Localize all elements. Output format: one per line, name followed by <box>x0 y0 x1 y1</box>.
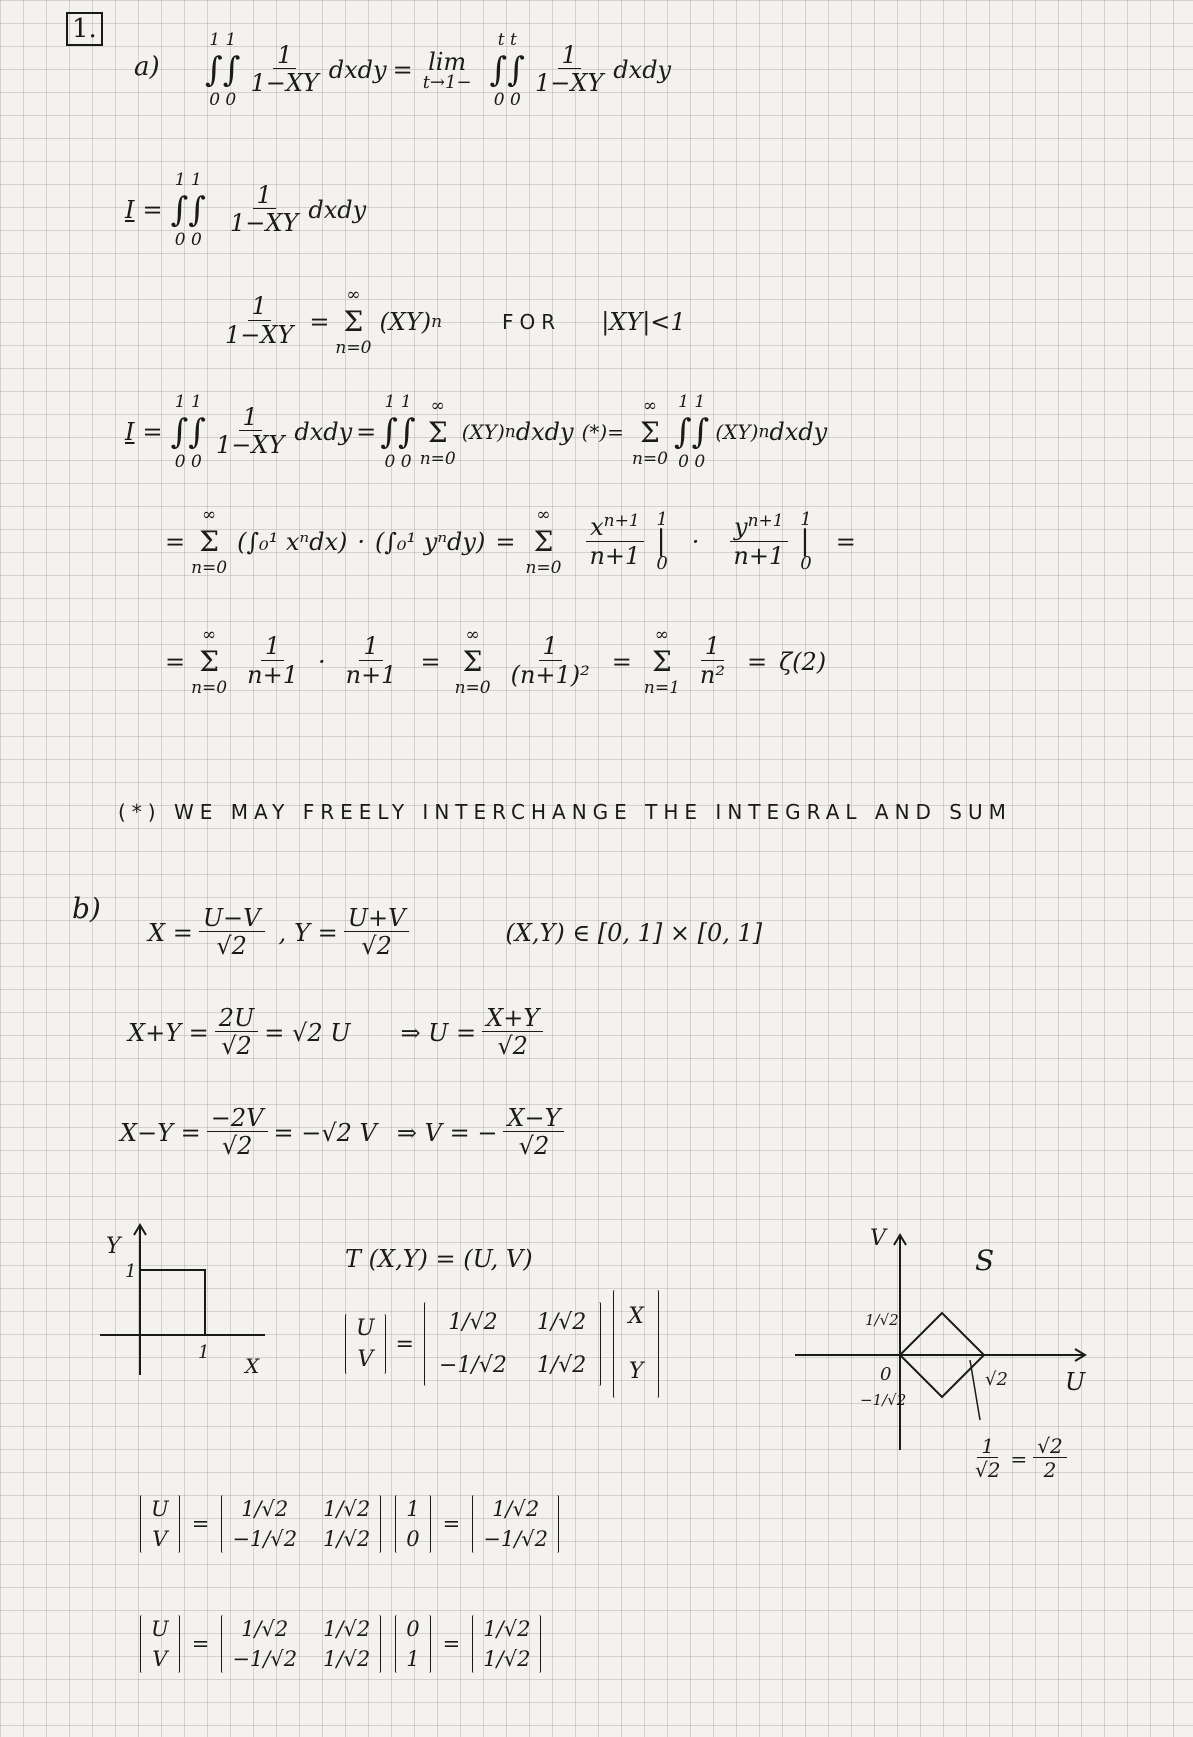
dxdy: dxdy <box>294 418 353 446</box>
sigma: Σ <box>533 525 554 558</box>
rotated-square-graph <box>780 1225 1110 1465</box>
double-integral <box>171 170 206 250</box>
x-base: x <box>590 513 604 542</box>
fraction <box>215 1005 259 1061</box>
fraction <box>243 633 302 689</box>
y-base: y <box>734 513 748 542</box>
fraction-num <box>730 512 788 541</box>
integral-sign: ∫∫ <box>170 412 207 452</box>
rotation-matrix <box>221 1615 381 1673</box>
part-a-line6 <box>165 625 826 698</box>
uv-vector <box>140 1495 180 1553</box>
matrix-calc-1 <box>140 1495 559 1553</box>
fraction-den: √2 <box>216 932 247 961</box>
eval-upper: 1 <box>800 509 812 531</box>
sum-top: ∞ <box>202 505 217 525</box>
condition: |XY|<1 <box>601 307 686 336</box>
fraction-den: √2 <box>518 1132 550 1161</box>
integral-lower-bounds: 0 0 <box>174 230 202 250</box>
part-a-line5 <box>165 505 856 578</box>
r1: −1/√2 <box>483 1527 549 1551</box>
term: (XY) <box>461 420 505 444</box>
unit-square-graph <box>90 1215 280 1385</box>
diff-lhs: X−Y = <box>120 1119 201 1148</box>
exponent: n <box>431 311 443 332</box>
v1: 1 <box>406 1647 420 1671</box>
basis-vector <box>395 1495 430 1553</box>
fraction-den: 1−XY <box>534 69 604 98</box>
fraction <box>221 293 297 349</box>
star-equals: (*)= <box>581 420 624 444</box>
implies: ⇒ U = <box>400 1019 477 1048</box>
sum-top: ∞ <box>536 505 551 525</box>
equals: = <box>356 418 377 446</box>
equals: = <box>1010 1446 1028 1471</box>
equals: = <box>835 527 856 556</box>
sum-top: ∞ <box>642 395 658 416</box>
integral-x: (∫₀¹ xⁿdx) <box>237 527 348 556</box>
rotation-matrix <box>221 1495 381 1553</box>
m11: 1/√2 <box>323 1647 371 1671</box>
matrix-calc-2 <box>140 1615 541 1673</box>
bar: | <box>800 524 810 558</box>
equals: = <box>142 418 163 446</box>
problem-number: 1. <box>66 12 103 46</box>
r0: 1/√2 <box>492 1497 540 1521</box>
double-integral <box>205 30 240 110</box>
v0: 0 <box>406 1617 420 1641</box>
r0: 1/√2 <box>483 1617 531 1641</box>
fraction-num: 1 <box>539 633 562 660</box>
sigma: Σ <box>640 415 660 449</box>
sum-top: ∞ <box>465 625 480 645</box>
m11: 1/√2 <box>323 1527 371 1551</box>
fraction-num: 1 <box>261 633 284 660</box>
y-exp: n+1 <box>747 511 784 532</box>
I-symbol: I <box>125 196 135 224</box>
u-tick: √2 <box>985 1369 1008 1390</box>
fraction-den: 1−XY <box>216 431 285 460</box>
fraction-num: 1 <box>273 42 296 69</box>
sum-top: ∞ <box>430 395 445 416</box>
equals: = <box>191 1632 210 1656</box>
vec-u: U <box>151 1617 169 1641</box>
double-integral-2 <box>380 392 415 472</box>
fraction-den: n+1 <box>247 660 298 689</box>
eval-bar <box>656 509 667 573</box>
vec-y: Y <box>628 1359 644 1384</box>
part-a-line3 <box>215 285 686 358</box>
part-a-line2 <box>125 170 366 250</box>
vec-u: U <box>151 1497 169 1521</box>
fraction-num: 1 <box>558 42 581 69</box>
x-exp: n+1 <box>603 511 640 532</box>
fraction-den: √2 <box>975 1458 1001 1482</box>
fraction-den: (n+1)² <box>510 660 590 689</box>
v1: 0 <box>406 1527 420 1551</box>
vec-v: V <box>152 1647 168 1671</box>
sum-bottom: n=0 <box>631 448 668 469</box>
sigma: Σ <box>462 645 483 678</box>
m00: 1/√2 <box>448 1310 498 1335</box>
v0: 1 <box>406 1497 420 1521</box>
part-a-line4 <box>125 392 827 472</box>
rotation-matrix <box>424 1302 601 1386</box>
xy-vector <box>613 1290 659 1398</box>
fraction-num: X−Y <box>503 1105 564 1132</box>
eval-lower: 0 <box>800 552 812 574</box>
I-symbol: I <box>125 418 135 446</box>
sum <box>632 396 668 469</box>
result-vector <box>472 1615 541 1673</box>
dot: · <box>317 647 326 676</box>
equals: = <box>442 1512 461 1536</box>
fraction <box>971 1435 1004 1482</box>
sum-bottom: n=0 <box>525 558 562 578</box>
sum-top: ∞ <box>346 285 361 305</box>
sum <box>335 285 371 358</box>
equals: = <box>495 527 516 556</box>
fraction-num: 1 <box>253 182 276 209</box>
sum-bottom: n=0 <box>419 448 456 469</box>
for-word: FOR <box>502 309 562 334</box>
r1: 1/√2 <box>483 1647 531 1671</box>
integral-sign: ∫∫ <box>673 412 710 452</box>
x-def: X = <box>148 919 193 948</box>
equals: = <box>442 1632 461 1656</box>
zeta: ζ(2) <box>779 647 827 676</box>
dot: · <box>357 527 366 556</box>
m01: 1/√2 <box>323 1497 371 1521</box>
sqrt-identity-note <box>965 1435 1073 1482</box>
basis-vector <box>395 1615 430 1673</box>
equals: = <box>309 307 330 336</box>
integral-lower-bounds: 0 0 <box>174 452 202 472</box>
implies: ⇒ V = − <box>396 1119 498 1148</box>
equals: = <box>191 1512 210 1536</box>
fraction <box>696 633 729 689</box>
eval-upper: 1 <box>656 509 668 531</box>
sigma: Σ <box>427 415 448 449</box>
fraction-den: √2 <box>221 1132 253 1161</box>
fraction <box>226 182 302 238</box>
fraction <box>507 633 594 689</box>
unit-square <box>140 1270 205 1335</box>
fraction-den: n+1 <box>589 541 641 570</box>
fraction-num: √2 <box>1033 1435 1066 1458</box>
S-label: S <box>975 1244 995 1277</box>
part-a-label: a) <box>134 52 160 82</box>
integral-upper-bounds: 1 1 <box>174 392 202 412</box>
term: (XY) <box>715 420 759 444</box>
fraction <box>342 633 401 689</box>
fraction-den: 1−XY <box>230 209 299 238</box>
m01: 1/√2 <box>323 1617 371 1641</box>
sum-bottom: n=0 <box>335 338 372 358</box>
origin-label: 0 <box>880 1364 892 1385</box>
T-definition: T (X,Y) = (U, V) <box>345 1245 533 1273</box>
double-integral-t <box>490 30 525 110</box>
exponent: n <box>758 422 770 442</box>
integral-lower-bounds: 0 0 <box>209 90 237 110</box>
fraction-den: n+1 <box>345 660 397 689</box>
fraction <box>246 42 322 98</box>
sum <box>191 505 227 578</box>
fraction-num <box>586 512 644 541</box>
integral-y: (∫₀¹ yⁿdy) <box>375 527 486 556</box>
v-tick-neg: −1/√2 <box>860 1391 907 1409</box>
fraction-num: U+V <box>344 905 410 932</box>
vec-v: V <box>152 1527 168 1551</box>
fraction-num: 2U <box>215 1005 259 1032</box>
fraction-num: 1 <box>977 1435 998 1458</box>
dxdy: dxdy <box>308 196 367 224</box>
equals: = <box>395 1331 414 1357</box>
fraction <box>207 1105 268 1161</box>
x-label: X <box>245 1354 260 1378</box>
term: (XY) <box>379 307 432 336</box>
dxdy: dxdy <box>613 56 672 84</box>
limit <box>423 48 472 93</box>
sigma: Σ <box>199 525 220 558</box>
dxdy: dxdy <box>515 418 574 446</box>
comma: , <box>278 919 287 948</box>
fraction-num: 1 <box>359 633 382 660</box>
integral-sign: ∫∫ <box>489 50 525 90</box>
fraction-den: √2 <box>361 932 392 961</box>
vec-x: X <box>628 1304 644 1329</box>
integral-upper-bounds: 1 1 <box>209 30 237 50</box>
vec-u: U <box>356 1316 375 1341</box>
sum-bottom: n=0 <box>454 678 491 698</box>
m10: −1/√2 <box>438 1353 507 1378</box>
sum-bottom: n=0 <box>191 678 228 698</box>
v-tick: 1/√2 <box>865 1311 899 1329</box>
sum <box>455 625 491 698</box>
equals: = <box>746 647 768 676</box>
fraction-den: 1−XY <box>250 69 319 98</box>
fraction-den: 1−XY <box>225 320 294 349</box>
sum <box>525 505 561 578</box>
equals: = <box>420 647 441 676</box>
integral-sign: ∫∫ <box>205 50 241 90</box>
interchange-note: (*) WE MAY FREELY INTERCHANGE THE INTEGRAL AND SUM <box>118 800 1012 824</box>
fraction-num: U−V <box>199 905 265 932</box>
v-label: V <box>870 1226 886 1251</box>
dot: · <box>691 527 700 556</box>
fraction-den: √2 <box>497 1032 528 1061</box>
sum <box>420 396 456 469</box>
sum-top: ∞ <box>202 625 217 645</box>
integral-upper-bounds: 1 1 <box>174 170 202 190</box>
fraction-num: 1 <box>701 633 724 660</box>
x-tick: 1 <box>198 1342 210 1363</box>
mid: = √2 U <box>264 1019 351 1048</box>
double-integral <box>171 392 206 472</box>
limit-sub: t→1− <box>422 71 472 93</box>
fraction <box>199 905 265 961</box>
fraction-num: 1 <box>248 293 271 320</box>
m10: −1/√2 <box>232 1647 298 1671</box>
u-label: U <box>1065 1368 1086 1396</box>
result-vector <box>472 1495 559 1553</box>
fraction-den: √2 <box>221 1032 252 1061</box>
double-integral-3 <box>674 392 709 472</box>
fraction <box>585 512 644 570</box>
matrix-equation <box>345 1290 659 1398</box>
vec-v: V <box>357 1347 374 1372</box>
sum-bottom: n=1 <box>643 678 680 698</box>
m10: −1/√2 <box>232 1527 298 1551</box>
fraction-den: 2 <box>1043 1458 1057 1482</box>
equals: = <box>611 647 632 676</box>
exponent: n <box>504 422 516 442</box>
sigma: Σ <box>651 645 672 678</box>
m00: 1/√2 <box>241 1617 289 1641</box>
part-b-label: b) <box>72 892 101 925</box>
fraction-num: −2V <box>207 1105 268 1132</box>
part-b-line1 <box>148 905 762 961</box>
fraction-den: n² <box>699 660 725 689</box>
sigma: Σ <box>343 305 364 338</box>
part-b-line3 <box>120 1105 570 1161</box>
equals: = <box>142 196 163 224</box>
dxdy: dxdy <box>769 418 828 446</box>
sum-bottom: n=0 <box>191 558 228 578</box>
integral-sign: ∫∫ <box>380 412 416 452</box>
integral-lower-bounds: 0 0 <box>678 452 706 472</box>
uv-vector <box>140 1615 180 1673</box>
note-pointer <box>970 1360 980 1420</box>
fraction <box>212 404 288 460</box>
y-label: Y <box>106 1234 121 1259</box>
fraction-num: X+Y <box>482 1005 543 1032</box>
uv-vector <box>345 1314 386 1374</box>
integral-upper-bounds: 1 1 <box>384 392 412 412</box>
equals: = <box>165 647 186 676</box>
fraction <box>503 1105 564 1161</box>
part-b-line2 <box>128 1005 549 1061</box>
integral-lower-bounds: 0 0 <box>493 90 521 110</box>
sum <box>644 625 680 698</box>
integral-upper-bounds: t t <box>497 30 517 50</box>
y-def: Y = <box>294 919 338 948</box>
fraction-den: n+1 <box>733 541 785 570</box>
domain: (X,Y) ∈ [0, 1] × [0, 1] <box>505 919 763 948</box>
bar: | <box>656 524 666 558</box>
part-a-line1 <box>205 30 671 110</box>
fraction <box>482 1005 543 1061</box>
sum-lhs: X+Y = <box>128 1019 209 1048</box>
integral-sign: ∫∫ <box>170 190 207 230</box>
fraction-num: 1 <box>239 404 262 431</box>
fraction <box>1033 1435 1066 1482</box>
m00: 1/√2 <box>241 1497 289 1521</box>
m11: 1/√2 <box>536 1353 587 1378</box>
eval-bar <box>800 509 811 573</box>
mid: = −√2 V <box>273 1119 377 1148</box>
integral-upper-bounds: 1 1 <box>678 392 706 412</box>
equals: = <box>165 527 186 556</box>
dxdy: dxdy <box>328 56 387 84</box>
sum-top: ∞ <box>654 625 669 645</box>
integral-lower-bounds: 0 0 <box>384 452 412 472</box>
fraction <box>344 905 410 961</box>
fraction <box>729 512 788 570</box>
m01: 1/√2 <box>536 1310 587 1335</box>
sigma: Σ <box>199 645 220 678</box>
eval-lower: 0 <box>656 552 668 574</box>
equals: = <box>392 56 413 84</box>
y-tick: 1 <box>125 1261 137 1282</box>
fraction <box>531 42 607 98</box>
limit-word: lim <box>428 47 467 76</box>
sum <box>191 625 227 698</box>
